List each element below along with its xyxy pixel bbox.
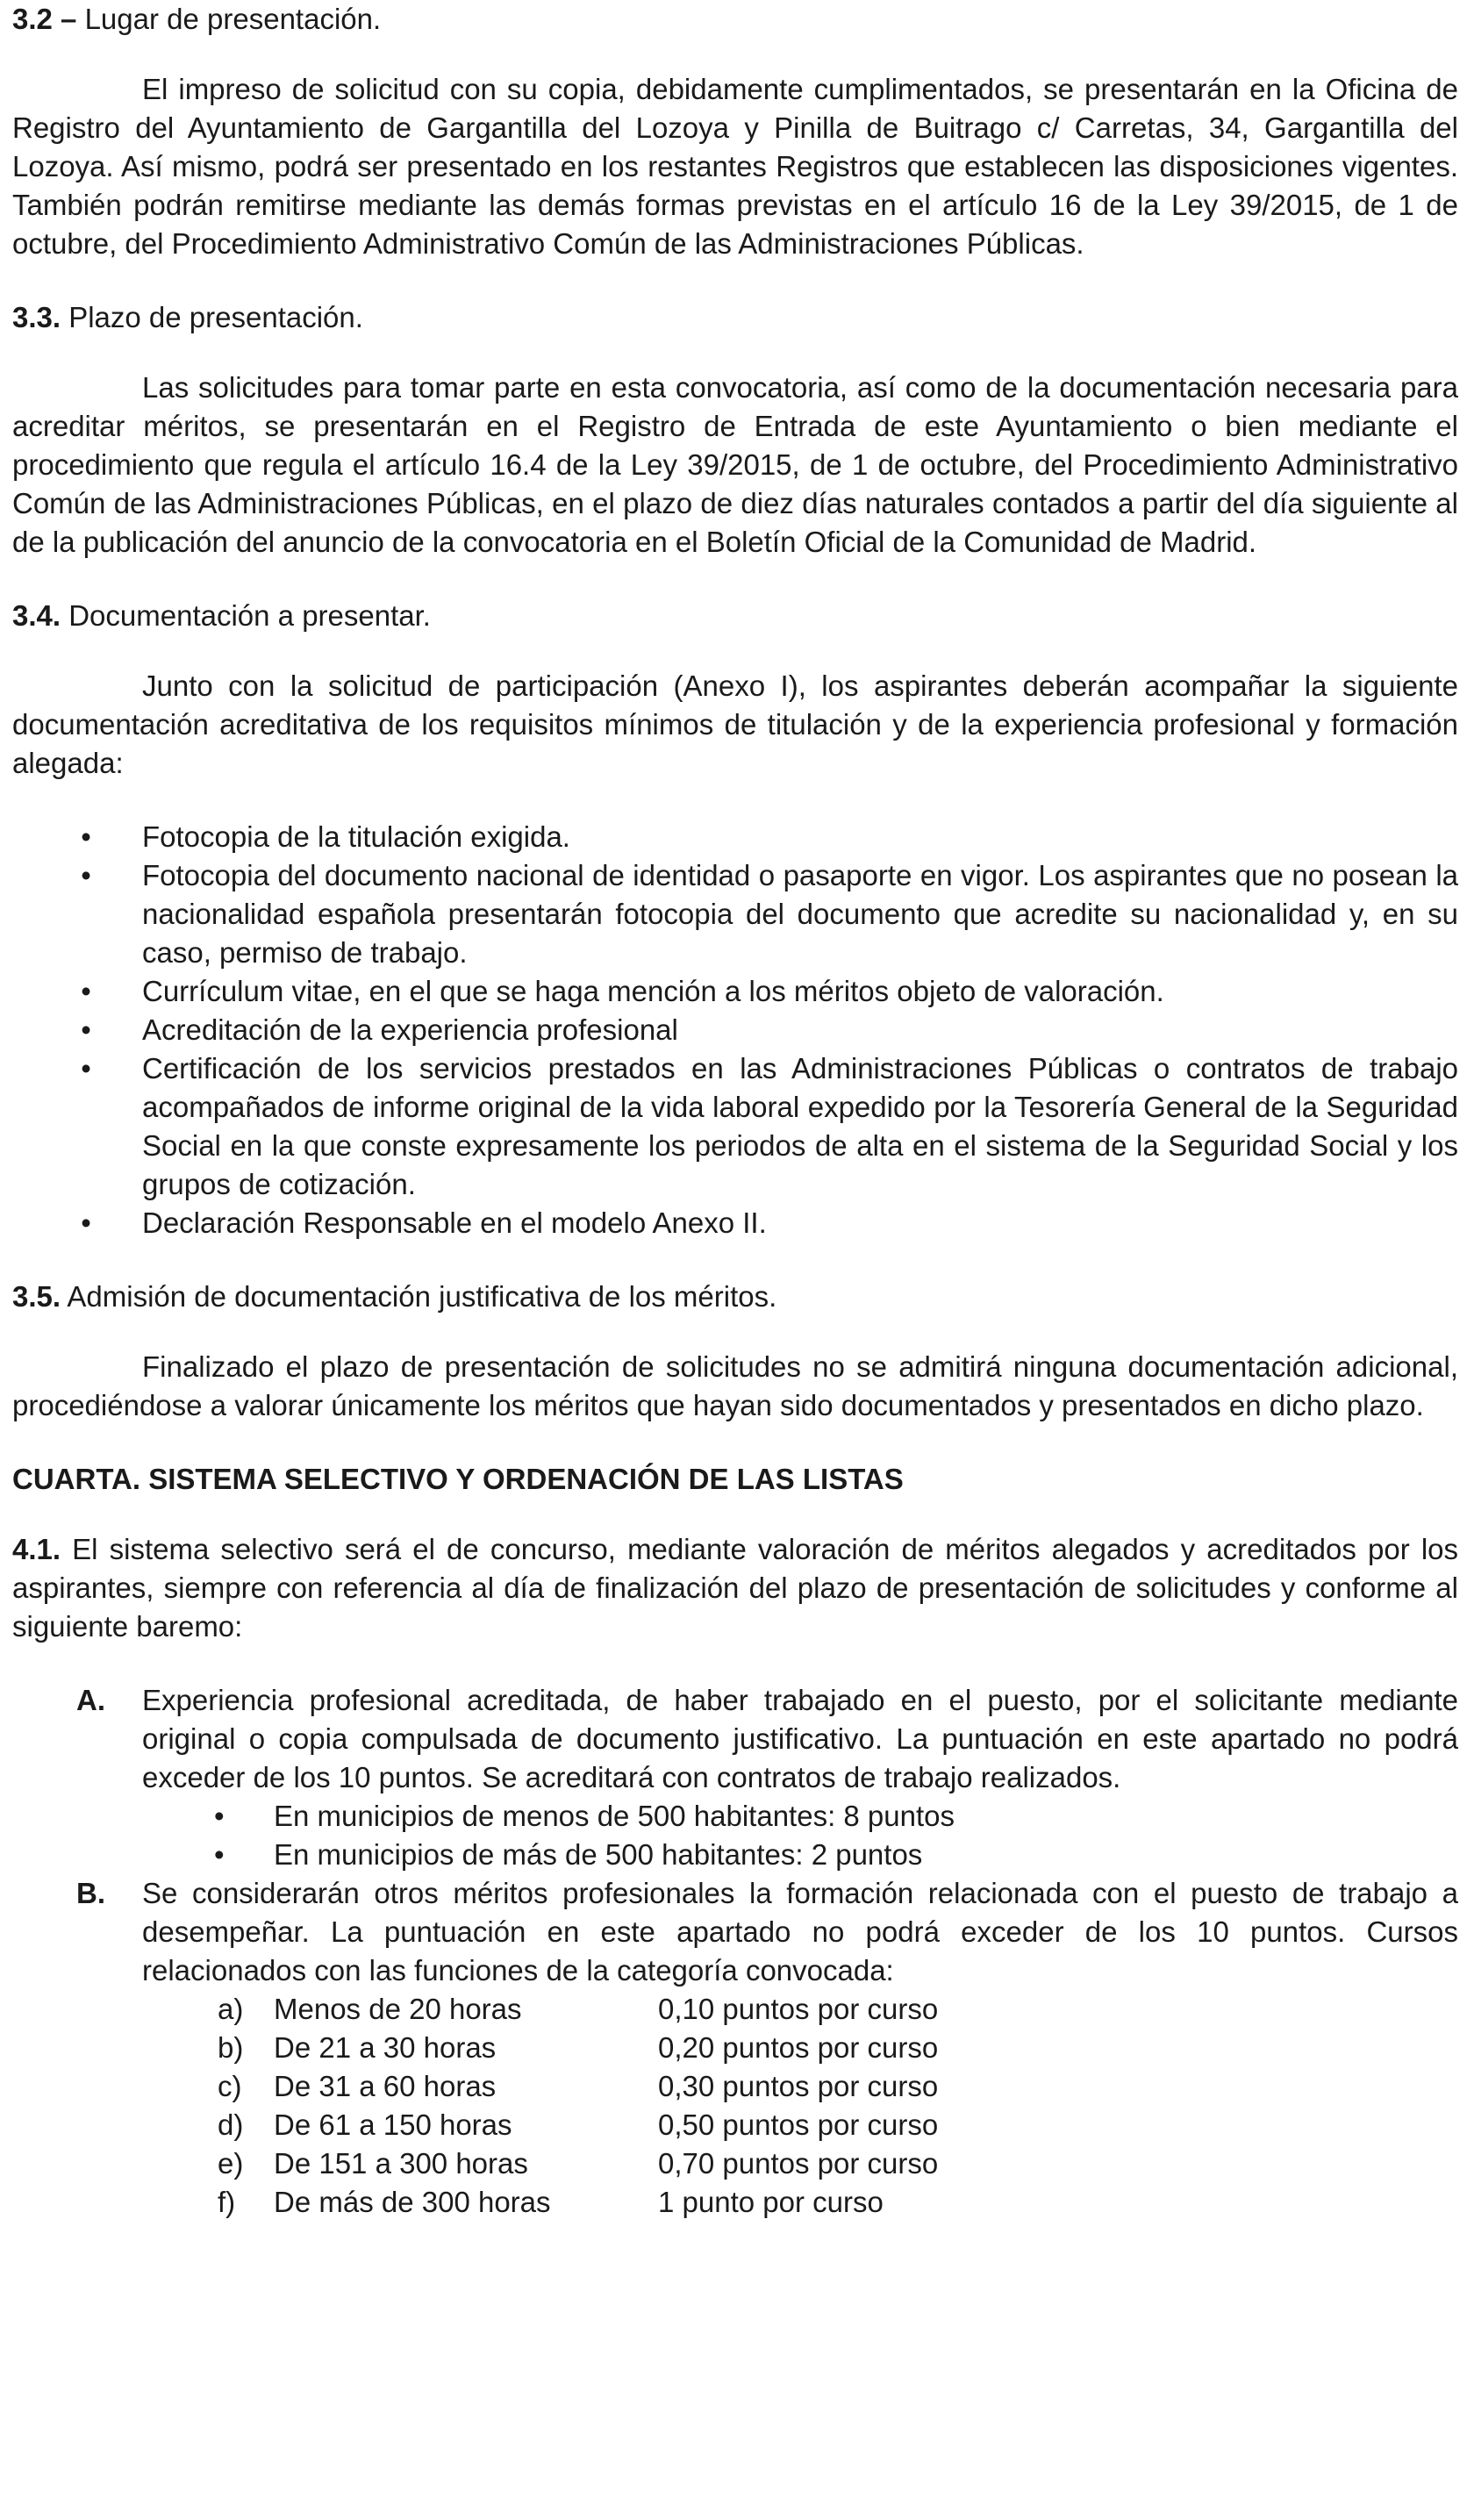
table-row: f) De más de 300 horas 1 punto por curso [218,2186,884,2218]
table-row: e) De 151 a 300 horas 0,70 puntos por curso [218,2147,939,2180]
list-item: • Fotocopia de la titulación exigida. [12,818,1458,856]
section-4-1-paragraph: 4.1. El sistema selectivo será el de concurso, mediante valoración de méritos alegados y acreditados por los aspirantes, siempre con referencia al día de finalización del plazo de presentación de solicitudes y conforme al siguiente baremo: [12,1533,1458,1643]
list-item: • En municipios de menos de 500 habitantes: 8 puntos [142,1797,1458,1836]
list-item: • Fotocopia del documento nacional de identidad o pasaporte en vigor. Los aspirantes que no posean la nacionalidad española presentarán fotocopia del documento que acredite su nacionalidad y, en su caso, permiso de trabajo. [12,856,1458,972]
section-3-3-heading [12,298,1458,337]
course-hours-table [142,1990,1458,2222]
section-3-5-paragraph: Finalizado el plazo de presentación de solicitudes no se admitirá ninguna documentación adicional, procediéndose a valorar únicamente los méritos que hayan sido documentados y presentados en dicho plazo. [12,1350,1458,1421]
bullet-icon: • [81,859,91,891]
bullet-icon: • [214,1838,225,1871]
section-3-4-heading [12,597,1458,635]
section-3-5-heading [12,1278,1458,1316]
table-row: a) Menos de 20 horas 0,10 puntos por curso [218,1993,939,2025]
section-number: 3.3. [12,301,61,333]
bullet-icon: • [81,975,91,1007]
bullet-icon: • [81,1206,91,1239]
section-title: Plazo de presentación. [61,301,363,333]
section-number: 3.2 – [12,3,77,35]
list-item: • Certificación de los servicios prestados en las Administraciones Públicas o contratos de trabajo acompañados de informe original de la vida laboral expedido por la Tesorería General de la Seguridad Social en la que conste expresamente los periodos de alta en el sistema de la Seguridad Social y los grupos de cotización. [12,1049,1458,1204]
baremo-item-a: A. Experiencia profesional acreditada, de haber trabajado en el puesto, por el solicitante mediante original o copia compulsada de documento justificativo. La puntuación en este apartado no podrá exceder de los 10 puntos. Se acreditará con contratos de trabajo realizados. • En municipios de menos de 500 habitantes: 8 puntos • En municipios de más de 500 habitantes: 2 puntos [12,1681,1458,1874]
section-3-3-paragraph: Las solicitudes para tomar parte en esta convocatoria, así como de la documentación necesaria para acreditar méritos, se presentarán en el Registro de Entrada de este Ayuntamiento o bien mediante el procedimiento que regula el artículo 16.4 de la Ley 39/2015, de 1 de octubre, del Procedimiento Administrativo Común de las Administraciones Públicas, en el plazo de diez días naturales contados a partir del día siguiente al de la publicación del anuncio de la convocatoria en el Boletín Oficial de la Comunidad de Madrid. [12,371,1458,558]
documentation-list [12,818,1458,1242]
section-3-4-paragraph: Junto con la solicitud de participación (Anexo I), los aspirantes deberán acompañar la siguiente documentación acreditativa de los requisitos mínimos de titulación y de la experiencia profesional y formación alegada: [12,669,1458,779]
table-row: b) De 21 a 30 horas 0,20 puntos por curso [218,2031,939,2064]
baremo-list [12,1681,1458,2222]
section-3-2-heading [12,0,1458,39]
table-row: d) De 61 a 150 horas 0,50 puntos por curso [218,2108,939,2141]
table-row: c) De 31 a 60 horas 0,30 puntos por curso [218,2070,939,2102]
bullet-icon: • [81,1052,91,1085]
section-title: Lugar de presentación. [76,3,382,35]
list-item: • Currículum vitae, en el que se haga mención a los méritos objeto de valoración. [12,972,1458,1011]
section-title: Admisión de documentación justificativa de los méritos. [61,1280,777,1313]
section-3-2-paragraph: El impreso de solicitud con su copia, debidamente cumplimentados, se presentarán en la Oficina de Registro del Ayuntamiento de Gargantilla del Lozoya y Pinilla de Buitrago c/ Carretas, 34, Gargantilla del Lozoya. Así mismo, podrá ser presentado en los restantes Registros que establecen las disposiciones vigentes. También podrán remitirse mediante las demás formas previstas en el artículo 16 de la Ley 39/2015, de 1 de octubre, del Procedimiento Administrativo Común de las Administraciones Públicas. [12,73,1458,260]
document-page [12,0,1458,2222]
chapter-title: CUARTA. SISTEMA SELECTIVO Y ORDENACIÓN DE LAS LISTAS [12,1463,904,1495]
list-item: • Declaración Responsable en el modelo Anexo II. [12,1204,1458,1242]
list-item: • En municipios de más de 500 habitantes: 2 puntos [142,1836,1458,1874]
bullet-icon: • [81,820,91,853]
item-letter: A. [76,1684,105,1716]
section-number: 4.1. [12,1533,61,1565]
bullet-icon: • [81,1013,91,1046]
baremo-item-b: B. Se considerarán otros méritos profesionales la formación relacionada con el puesto de trabajo a desempeñar. La puntuación en este apartado no podrá exceder de los 10 puntos. Cursos relacionados con las funciones de la categoría convocada: a) Menos de 20 horas 0,10 puntos por curso b) De 21 a 30 horas 0,20 puntos por curso c) De 31 a 60 horas 0,30 puntos por curso d) De 61 a 150 horas 0,50 puntos por curso e) De 151 a 300 horas 0,70 puntos por curso f) De más de 300 horas 1 punto por curso [12,1874,1458,2222]
item-letter: B. [76,1877,105,1909]
section-number: 3.4. [12,599,61,632]
list-item: • Acreditación de la experiencia profesional [12,1011,1458,1049]
section-title: Documentación a presentar. [61,599,431,632]
bullet-icon: • [214,1800,225,1832]
municipality-list [142,1797,1458,1874]
section-number: 3.5. [12,1280,61,1313]
